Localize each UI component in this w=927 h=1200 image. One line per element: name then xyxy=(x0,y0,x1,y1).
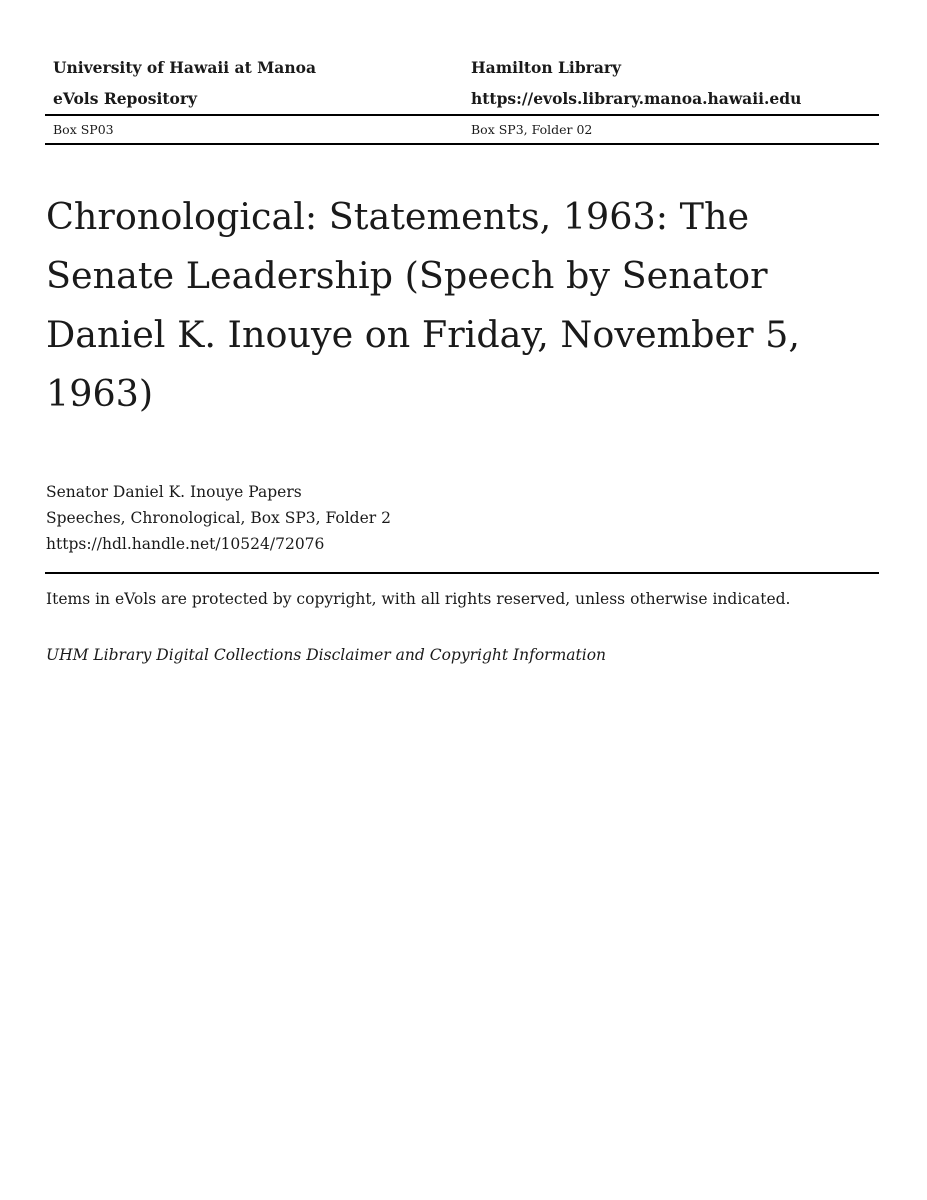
disclaimer-link[interactable]: UHM Library Digital Collections Disclaimer and Copyright Information xyxy=(46,646,607,664)
series-location: Speeches, Chronological, Box SP3, Folder 2 xyxy=(46,509,391,527)
header-right xyxy=(463,52,879,114)
box-label: Box SP03 xyxy=(53,122,114,137)
repository-url[interactable]: https://evols.library.manoa.hawaii.edu xyxy=(471,89,802,108)
header-right-box xyxy=(463,116,879,143)
copyright-notice: Items in eVols are protected by copyright, with all rights reserved, unless otherwise indicated. xyxy=(46,590,791,608)
repository-name: eVols Repository xyxy=(53,89,198,108)
header-left xyxy=(45,52,463,114)
institution-name: University of Hawaii at Manoa xyxy=(53,58,316,77)
header-bottom-divider xyxy=(45,143,879,145)
header-left-box xyxy=(45,116,463,143)
collection-name: Senator Daniel K. Inouye Papers xyxy=(46,483,302,501)
library-name: Hamilton Library xyxy=(471,58,622,77)
document-metadata xyxy=(46,479,391,557)
header-top-row xyxy=(45,52,879,114)
header-box-row xyxy=(45,116,879,143)
handle-link[interactable]: https://hdl.handle.net/10524/72076 xyxy=(46,535,325,553)
header xyxy=(45,52,879,145)
folder-label: Box SP3, Folder 02 xyxy=(471,122,593,137)
document-title: Chronological: Statements, 1963: The Senate Leadership (Speech by Senator Daniel K. Inouye on Friday, November 5, 1963) xyxy=(46,195,801,415)
footer-divider xyxy=(45,572,879,574)
